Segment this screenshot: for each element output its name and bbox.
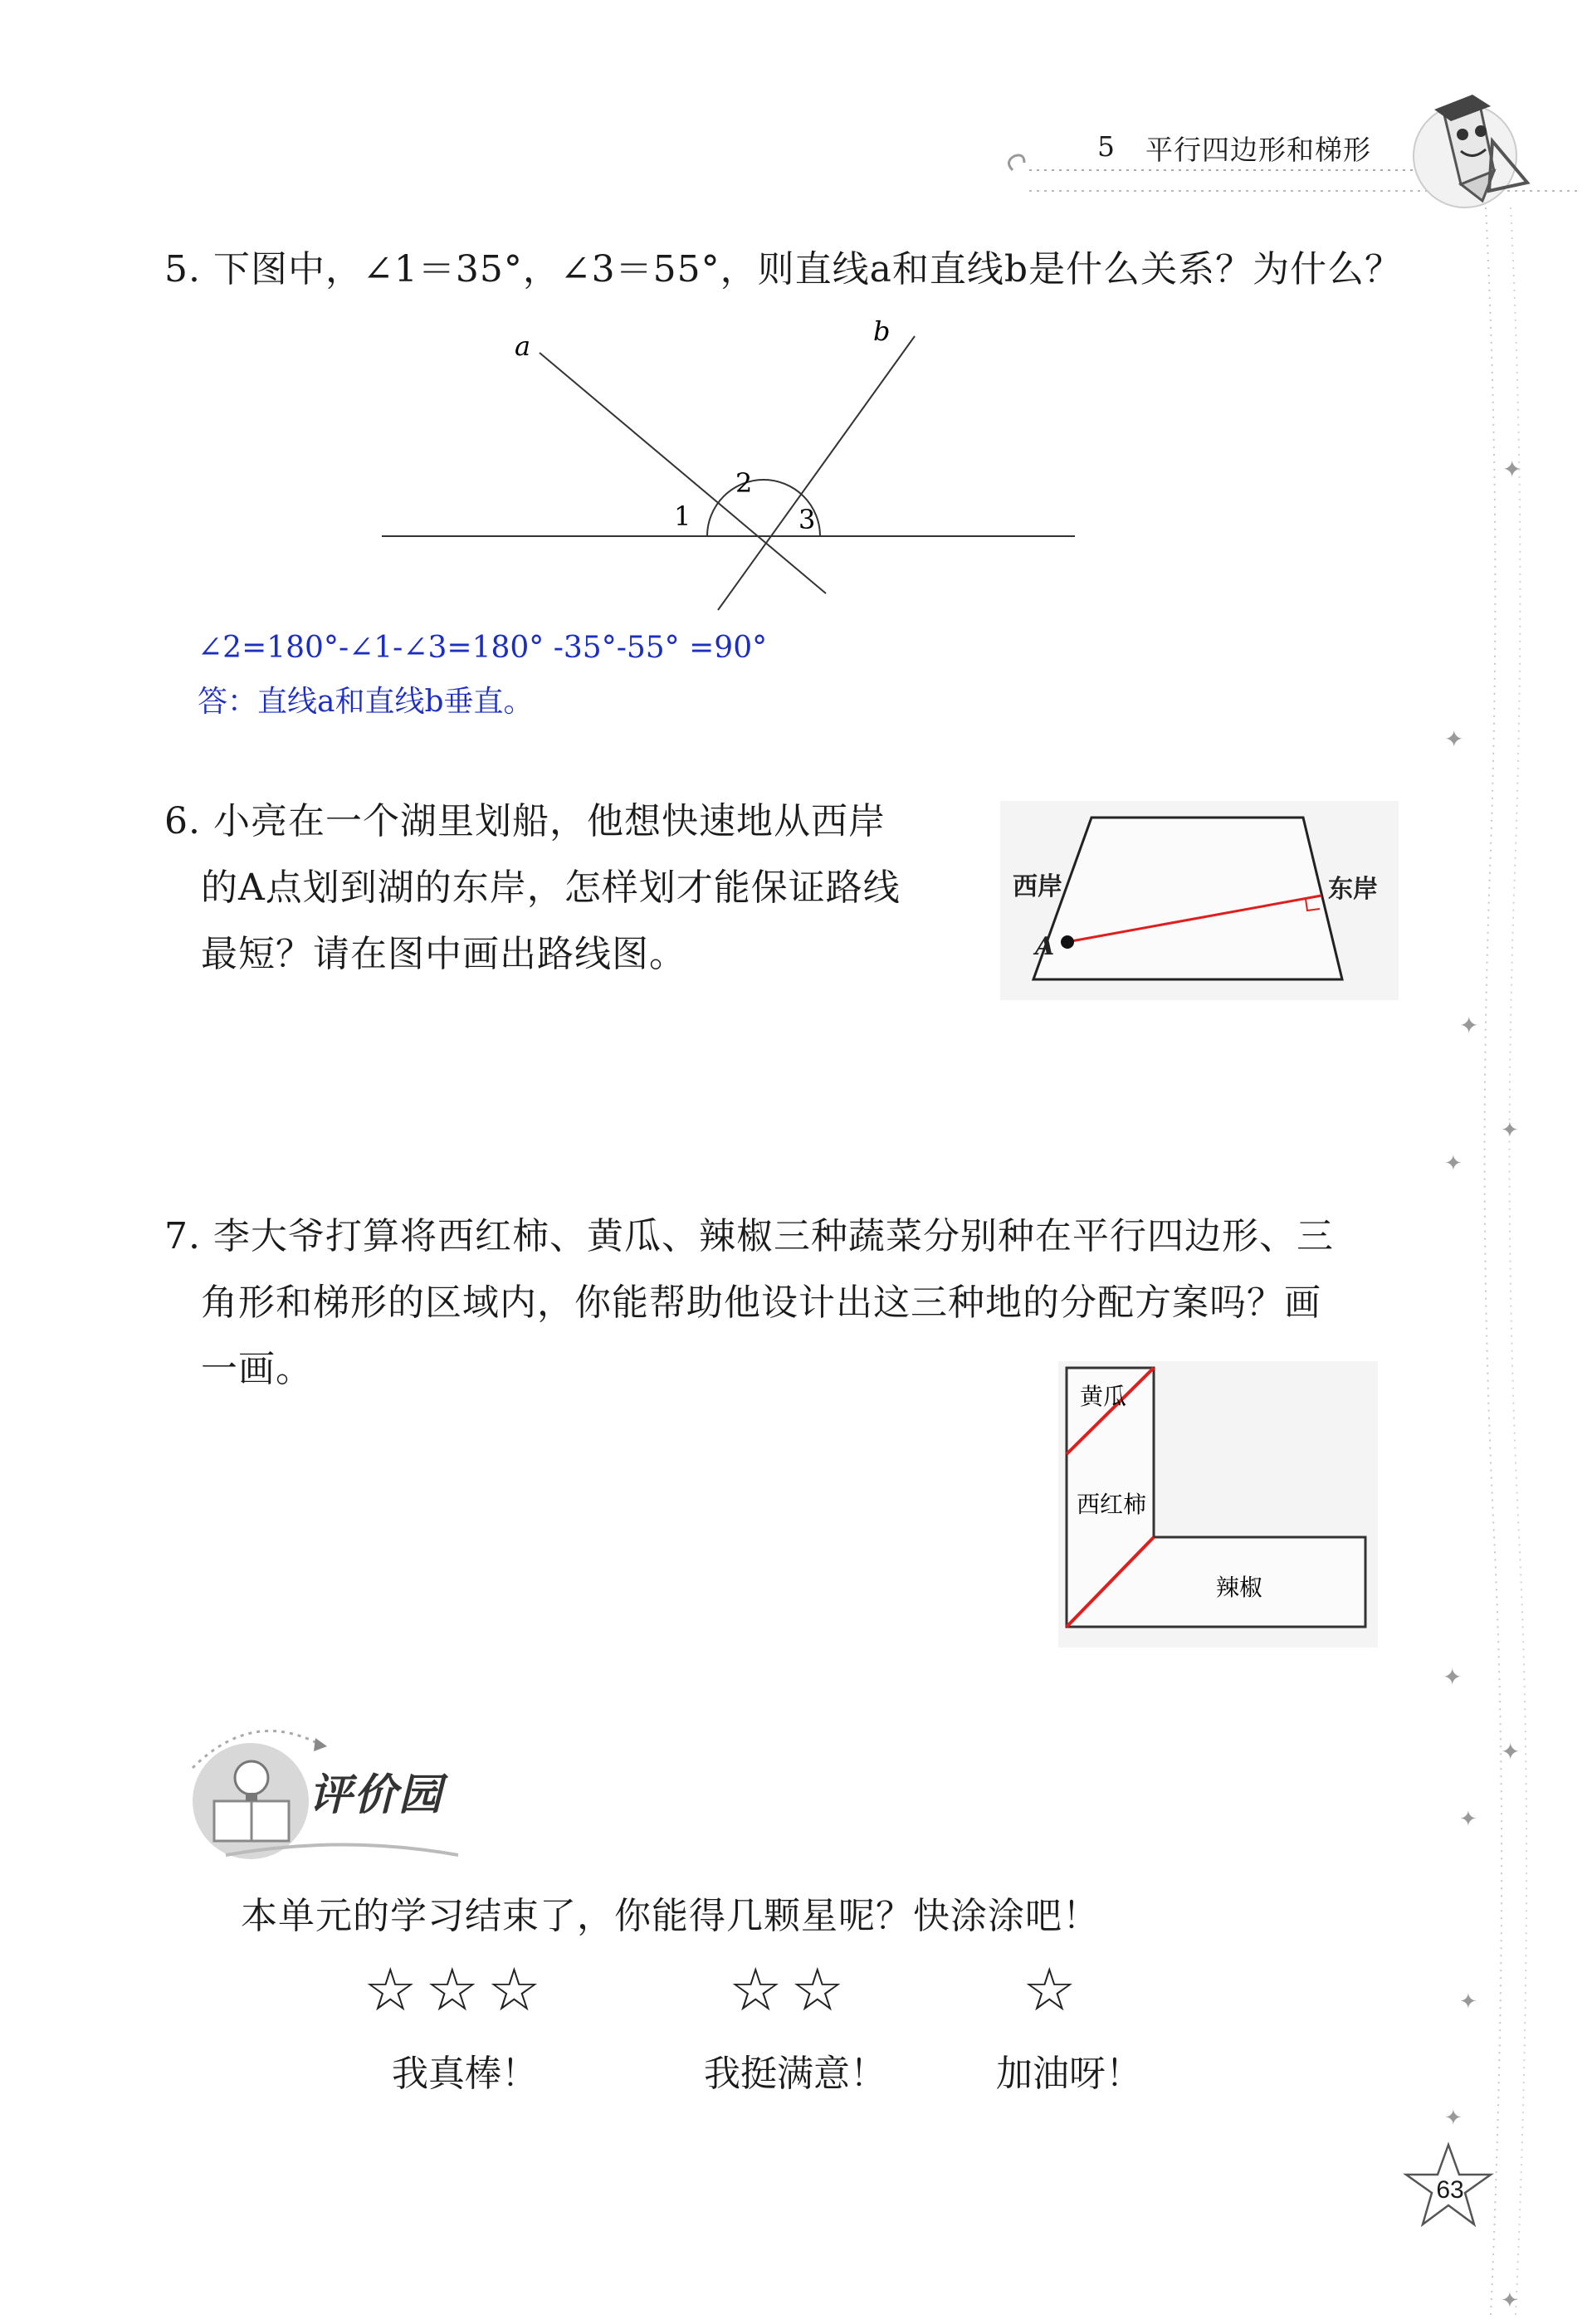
decorative-star-icon: ✦ <box>1459 1990 1477 2014</box>
decorative-star-icon: ✦ <box>1501 1738 1521 1765</box>
decorative-star-icon: ✦ <box>1459 1012 1479 1039</box>
q6-lake-diagram <box>1000 801 1399 1000</box>
question-6-text <box>164 788 945 988</box>
question-6-line3: 最短？请在图中画出路线图。 <box>201 933 686 975</box>
point-a-label: A <box>1035 932 1055 961</box>
cucumber-label: 黄瓜 <box>1080 1383 1127 1410</box>
three-star-rating[interactable]: ☆☆☆ <box>364 1955 549 2024</box>
point-a-marker <box>1061 935 1074 949</box>
angle-2-label: 2 <box>735 467 753 499</box>
decorative-star-icon: ✦ <box>1444 1151 1463 1176</box>
line-a-label: a <box>515 330 531 362</box>
decorative-star-icon: ✦ <box>1501 2288 1519 2313</box>
chapter-number: 5 <box>1097 130 1115 163</box>
pencil-mascot-icon <box>1403 91 1536 208</box>
decorative-star-icon: ✦ <box>1459 1807 1477 1832</box>
one-star-rating[interactable]: ☆ <box>1023 1955 1085 2024</box>
q5-angle-diagram <box>365 315 1096 614</box>
two-star-rating[interactable]: ☆☆ <box>729 1955 853 2024</box>
east-bank-label: 东岸 <box>1328 875 1378 904</box>
decorative-star-icon: ✦ <box>1502 456 1522 483</box>
tomato-label: 西红柿 <box>1077 1491 1147 1518</box>
decorative-star-icon: ✦ <box>1443 1663 1463 1691</box>
rating-label-great: 我真棒！ <box>392 2053 538 2095</box>
side-decoration <box>1411 208 1577 2324</box>
decorative-star-icon: ✦ <box>1444 2106 1463 2131</box>
decorative-star-icon: ✦ <box>1444 725 1464 753</box>
evaluation-prompt: 本单元的学习结束了，你能得几颗星呢？快涂涂吧！ <box>241 1895 1100 1937</box>
question-6-line1: 6. 小亮在一个湖里划船，他想快速地从西岸 <box>164 800 886 842</box>
question-7-line1: 7. 李大爷打算将西红柿、黄瓜、辣椒三种蔬菜分别种在平行四边形、三 <box>164 1215 1334 1257</box>
page-number: 63 <box>1436 2176 1464 2204</box>
angle-1-label: 1 <box>674 500 691 532</box>
question-6-line2: 的A点划到湖的东岸，怎样划才能保证路线 <box>201 867 901 909</box>
rating-label-keep-going: 加油呀！ <box>996 2053 1142 2095</box>
pepper-label: 辣椒 <box>1216 1574 1263 1601</box>
rating-label-satisfied: 我挺满意！ <box>704 2053 886 2095</box>
west-bank-label: 西岸 <box>1013 872 1062 901</box>
evaluation-title: 评价园 <box>309 1770 444 1820</box>
question-7-line3: 一画。 <box>201 1348 313 1390</box>
q7-garden-diagram <box>1058 1361 1378 1648</box>
angle-3-label: 3 <box>798 504 816 535</box>
q5-answer-text: 答：直线a和直线b垂直。 <box>198 685 534 719</box>
decorative-star-icon: ✦ <box>1501 1118 1519 1143</box>
question-7-line2: 角形和梯形的区域内，你能帮助他设计出这三种地的分配方案吗？画 <box>201 1282 1321 1324</box>
chapter-title: 平行四边形和梯形 <box>1145 134 1371 166</box>
q5-answer-formula: ∠2=180°-∠1-∠3=180° -35°-55° =90° <box>198 631 768 665</box>
line-b-label: b <box>873 315 891 347</box>
question-5-text: 5. 下图中，∠1＝35°，∠3＝55°，则直线a和直线b是什么关系？为什么？ <box>164 248 1403 290</box>
